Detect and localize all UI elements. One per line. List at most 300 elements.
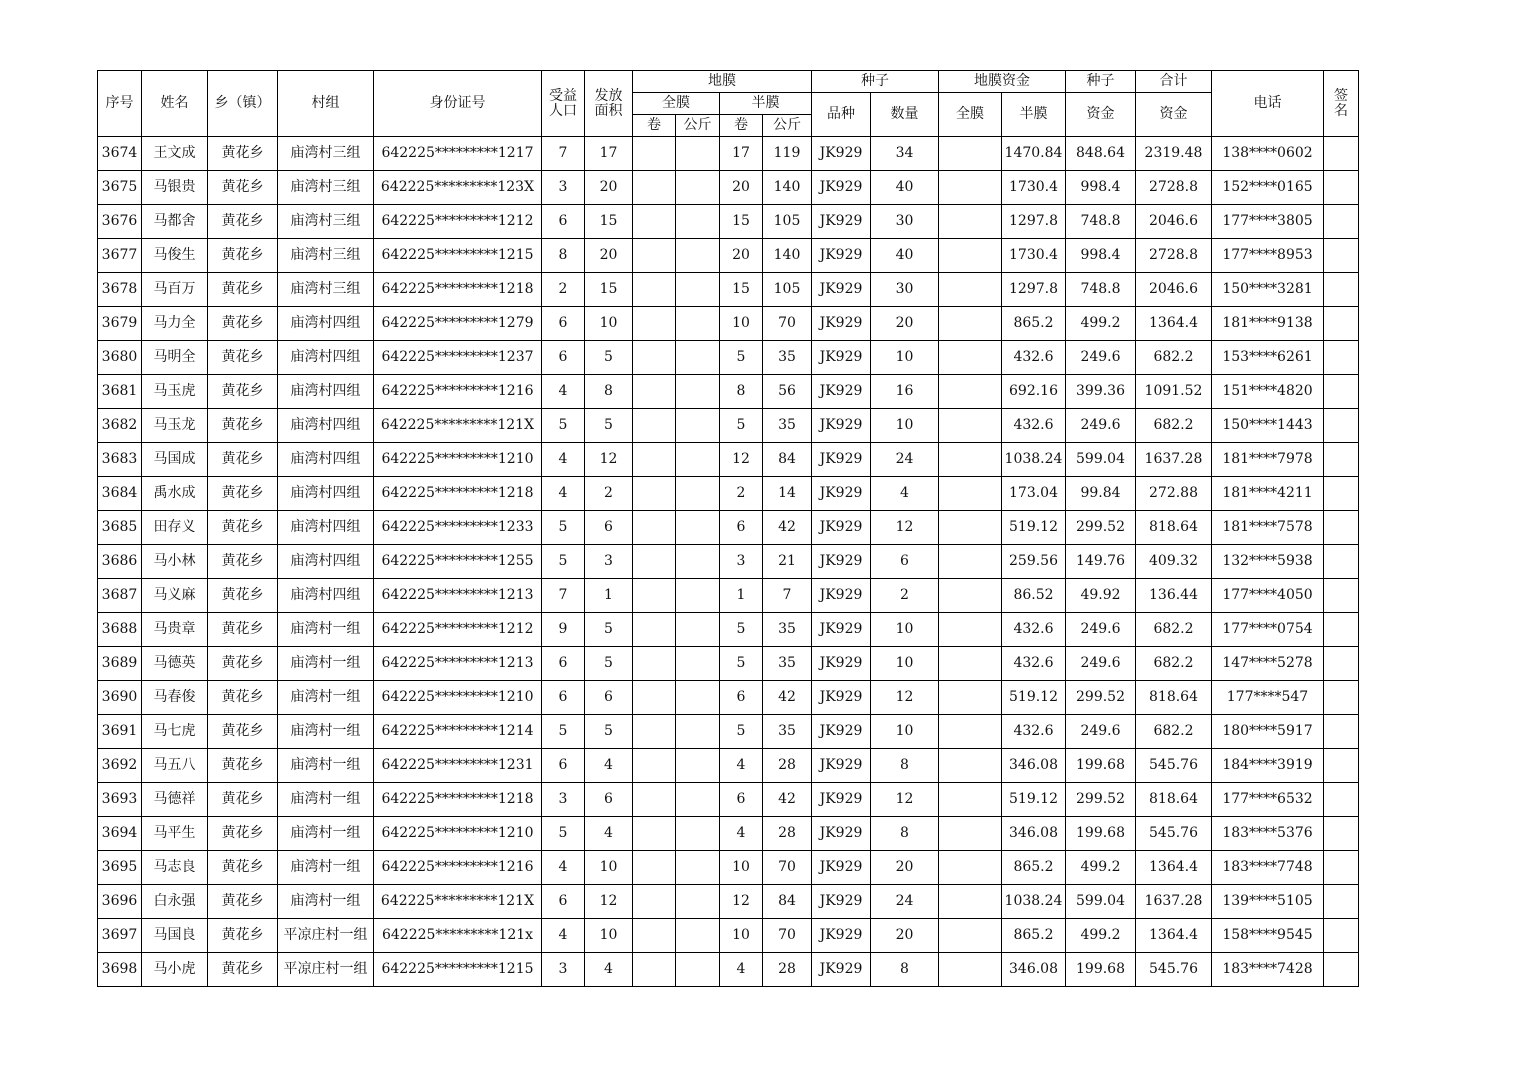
cell-half-kg: 56 <box>763 375 812 409</box>
cell-half-roll: 8 <box>720 375 763 409</box>
cell-phone: 152****0165 <box>1212 171 1324 205</box>
cell-people: 3 <box>542 783 585 817</box>
cell-town: 黄花乡 <box>208 171 278 205</box>
cell-half-kg: 105 <box>763 273 812 307</box>
cell-seq: 3698 <box>98 953 142 987</box>
cell-name: 马小虎 <box>142 953 208 987</box>
cell-name: 马国成 <box>142 443 208 477</box>
cell-people: 9 <box>542 613 585 647</box>
cell-full-fund <box>939 715 1002 749</box>
cell-id: 642225*********1216 <box>374 375 542 409</box>
cell-group: 庙湾村三组 <box>278 171 374 205</box>
cell-half-roll: 4 <box>720 749 763 783</box>
cell-group: 庙湾村三组 <box>278 239 374 273</box>
cell-id: 642225*********1213 <box>374 579 542 613</box>
cell-id: 642225*********1215 <box>374 953 542 987</box>
cell-variety: JK929 <box>812 205 871 239</box>
cell-people: 5 <box>542 409 585 443</box>
cell-phone: 181****7978 <box>1212 443 1324 477</box>
cell-name: 马百万 <box>142 273 208 307</box>
cell-sign <box>1324 171 1359 205</box>
cell-name: 马七虎 <box>142 715 208 749</box>
cell-id: 642225*********1210 <box>374 817 542 851</box>
cell-town: 黄花乡 <box>208 545 278 579</box>
cell-qty: 8 <box>871 953 939 987</box>
cell-qty: 10 <box>871 647 939 681</box>
cell-full-kg <box>676 239 720 273</box>
cell-qty: 10 <box>871 715 939 749</box>
cell-seq: 3690 <box>98 681 142 715</box>
cell-name: 马玉龙 <box>142 409 208 443</box>
cell-total: 2319.48 <box>1136 137 1212 171</box>
cell-people: 4 <box>542 919 585 953</box>
cell-town: 黄花乡 <box>208 579 278 613</box>
cell-area: 5 <box>585 341 633 375</box>
cell-people: 5 <box>542 817 585 851</box>
cell-half-kg: 70 <box>763 851 812 885</box>
cell-town: 黄花乡 <box>208 273 278 307</box>
header-full-film: 全膜 <box>633 93 720 115</box>
header-beneficiaries <box>542 71 585 137</box>
cell-qty: 2 <box>871 579 939 613</box>
cell-half-kg: 7 <box>763 579 812 613</box>
cell-full-roll <box>633 443 676 477</box>
cell-town: 黄花乡 <box>208 477 278 511</box>
cell-variety: JK929 <box>812 273 871 307</box>
cell-full-roll <box>633 375 676 409</box>
cell-total: 2046.6 <box>1136 273 1212 307</box>
cell-variety: JK929 <box>812 375 871 409</box>
cell-id: 642225*********121X <box>374 409 542 443</box>
cell-full-kg <box>676 545 720 579</box>
cell-full-roll <box>633 307 676 341</box>
cell-seq: 3682 <box>98 409 142 443</box>
cell-full-kg <box>676 885 720 919</box>
cell-total: 818.64 <box>1136 783 1212 817</box>
cell-half-kg: 35 <box>763 647 812 681</box>
cell-town: 黄花乡 <box>208 851 278 885</box>
cell-total: 1364.4 <box>1136 851 1212 885</box>
cell-seq: 3686 <box>98 545 142 579</box>
cell-town: 黄花乡 <box>208 817 278 851</box>
table-row <box>98 409 1359 443</box>
cell-id: 642225*********1231 <box>374 749 542 783</box>
cell-name: 田存义 <box>142 511 208 545</box>
cell-name: 马国良 <box>142 919 208 953</box>
cell-full-kg <box>676 409 720 443</box>
header-sign-line2: 名 <box>1334 102 1348 119</box>
cell-seed-fund: 499.2 <box>1066 919 1136 953</box>
cell-id: 642225*********1210 <box>374 681 542 715</box>
cell-half-kg: 42 <box>763 681 812 715</box>
cell-people: 5 <box>542 545 585 579</box>
cell-name: 马德英 <box>142 647 208 681</box>
cell-seq: 3676 <box>98 205 142 239</box>
cell-full-kg <box>676 273 720 307</box>
table-row <box>98 307 1359 341</box>
cell-people: 8 <box>542 239 585 273</box>
cell-variety: JK929 <box>812 817 871 851</box>
cell-variety: JK929 <box>812 783 871 817</box>
cell-full-roll <box>633 545 676 579</box>
cell-half-kg: 28 <box>763 749 812 783</box>
cell-half-fund: 432.6 <box>1002 341 1066 375</box>
table-row <box>98 817 1359 851</box>
cell-seed-fund: 249.6 <box>1066 409 1136 443</box>
cell-half-fund: 519.12 <box>1002 783 1066 817</box>
cell-people: 2 <box>542 273 585 307</box>
header-phone: 电话 <box>1212 71 1324 137</box>
cell-name: 王文成 <box>142 137 208 171</box>
cell-area: 1 <box>585 579 633 613</box>
cell-seq: 3684 <box>98 477 142 511</box>
cell-phone: 132****5938 <box>1212 545 1324 579</box>
header-area-line1: 发放 <box>594 87 623 104</box>
cell-half-roll: 6 <box>720 681 763 715</box>
cell-name: 马俊生 <box>142 239 208 273</box>
cell-full-roll <box>633 885 676 919</box>
cell-people: 6 <box>542 205 585 239</box>
cell-total: 2728.8 <box>1136 171 1212 205</box>
cell-town: 黄花乡 <box>208 443 278 477</box>
cell-town: 黄花乡 <box>208 919 278 953</box>
cell-half-roll: 10 <box>720 919 763 953</box>
table-row <box>98 953 1359 987</box>
cell-full-roll <box>633 579 676 613</box>
cell-phone: 177****6532 <box>1212 783 1324 817</box>
cell-seq: 3692 <box>98 749 142 783</box>
cell-sign <box>1324 341 1359 375</box>
cell-half-kg: 28 <box>763 817 812 851</box>
cell-sign <box>1324 681 1359 715</box>
cell-full-fund <box>939 817 1002 851</box>
cell-full-kg <box>676 749 720 783</box>
cell-name: 马志良 <box>142 851 208 885</box>
cell-id: 642225*********1218 <box>374 273 542 307</box>
cell-phone: 180****5917 <box>1212 715 1324 749</box>
cell-total: 682.2 <box>1136 647 1212 681</box>
cell-half-fund: 86.52 <box>1002 579 1066 613</box>
table-row <box>98 511 1359 545</box>
cell-seq: 3697 <box>98 919 142 953</box>
cell-sign <box>1324 715 1359 749</box>
distribution-table <box>97 70 1359 987</box>
cell-people: 7 <box>542 137 585 171</box>
cell-seed-fund: 748.8 <box>1066 273 1136 307</box>
cell-phone: 177****8953 <box>1212 239 1324 273</box>
cell-half-kg: 70 <box>763 919 812 953</box>
cell-area: 8 <box>585 375 633 409</box>
cell-phone: 181****7578 <box>1212 511 1324 545</box>
cell-area: 6 <box>585 511 633 545</box>
cell-variety: JK929 <box>812 239 871 273</box>
cell-half-roll: 10 <box>720 307 763 341</box>
cell-variety: JK929 <box>812 919 871 953</box>
header-quantity: 数量 <box>871 93 939 137</box>
cell-seed-fund: 599.04 <box>1066 885 1136 919</box>
cell-sign <box>1324 919 1359 953</box>
cell-area: 20 <box>585 239 633 273</box>
cell-half-roll: 6 <box>720 783 763 817</box>
cell-total: 545.76 <box>1136 953 1212 987</box>
table-row <box>98 919 1359 953</box>
cell-variety: JK929 <box>812 885 871 919</box>
cell-town: 黄花乡 <box>208 613 278 647</box>
cell-area: 6 <box>585 783 633 817</box>
cell-full-kg <box>676 341 720 375</box>
cell-group: 庙湾村四组 <box>278 477 374 511</box>
cell-full-kg <box>676 919 720 953</box>
header-area <box>585 71 633 137</box>
cell-seq: 3678 <box>98 273 142 307</box>
cell-full-kg <box>676 205 720 239</box>
cell-total: 682.2 <box>1136 341 1212 375</box>
cell-full-kg <box>676 851 720 885</box>
cell-half-fund: 432.6 <box>1002 715 1066 749</box>
cell-total: 1364.4 <box>1136 919 1212 953</box>
table-row <box>98 579 1359 613</box>
cell-half-kg: 42 <box>763 511 812 545</box>
cell-full-roll <box>633 851 676 885</box>
cell-people: 7 <box>542 579 585 613</box>
cell-sign <box>1324 783 1359 817</box>
cell-full-roll <box>633 783 676 817</box>
cell-group: 庙湾村四组 <box>278 307 374 341</box>
table-row <box>98 205 1359 239</box>
cell-full-fund <box>939 919 1002 953</box>
cell-id: 642225*********1212 <box>374 205 542 239</box>
cell-total: 2728.8 <box>1136 239 1212 273</box>
cell-town: 黄花乡 <box>208 375 278 409</box>
cell-full-roll <box>633 647 676 681</box>
cell-area: 5 <box>585 647 633 681</box>
cell-full-fund <box>939 613 1002 647</box>
table-body <box>98 137 1359 987</box>
cell-full-roll <box>633 749 676 783</box>
cell-total: 818.64 <box>1136 511 1212 545</box>
cell-phone: 183****7748 <box>1212 851 1324 885</box>
cell-seed-fund: 199.68 <box>1066 817 1136 851</box>
cell-full-fund <box>939 239 1002 273</box>
cell-half-fund: 519.12 <box>1002 511 1066 545</box>
cell-group: 庙湾村四组 <box>278 375 374 409</box>
table-row <box>98 647 1359 681</box>
cell-sign <box>1324 545 1359 579</box>
cell-phone: 139****5105 <box>1212 885 1324 919</box>
cell-area: 5 <box>585 613 633 647</box>
cell-full-roll <box>633 205 676 239</box>
header-seed: 种子 <box>812 71 939 93</box>
cell-seed-fund: 249.6 <box>1066 613 1136 647</box>
cell-full-fund <box>939 579 1002 613</box>
cell-variety: JK929 <box>812 443 871 477</box>
table-row <box>98 477 1359 511</box>
cell-name: 马玉虎 <box>142 375 208 409</box>
cell-phone: 158****9545 <box>1212 919 1324 953</box>
cell-sign <box>1324 477 1359 511</box>
cell-area: 4 <box>585 749 633 783</box>
cell-variety: JK929 <box>812 749 871 783</box>
cell-town: 黄花乡 <box>208 885 278 919</box>
cell-full-roll <box>633 817 676 851</box>
cell-qty: 4 <box>871 477 939 511</box>
cell-people: 3 <box>542 171 585 205</box>
cell-qty: 8 <box>871 749 939 783</box>
cell-sign <box>1324 817 1359 851</box>
cell-full-roll <box>633 953 676 987</box>
cell-full-kg <box>676 579 720 613</box>
cell-seed-fund: 748.8 <box>1066 205 1136 239</box>
cell-group: 庙湾村一组 <box>278 647 374 681</box>
cell-sign <box>1324 137 1359 171</box>
cell-group: 庙湾村四组 <box>278 511 374 545</box>
header-beneficiaries-line2: 人口 <box>549 102 577 119</box>
cell-half-kg: 140 <box>763 239 812 273</box>
cell-group: 平凉庄村一组 <box>278 953 374 987</box>
cell-town: 黄花乡 <box>208 307 278 341</box>
cell-variety: JK929 <box>812 613 871 647</box>
cell-sign <box>1324 273 1359 307</box>
cell-id: 642225*********1216 <box>374 851 542 885</box>
cell-sign <box>1324 443 1359 477</box>
cell-group: 庙湾村一组 <box>278 715 374 749</box>
cell-total: 682.2 <box>1136 613 1212 647</box>
cell-half-kg: 35 <box>763 341 812 375</box>
table-row <box>98 885 1359 919</box>
cell-id: 642225*********121x <box>374 919 542 953</box>
cell-seq: 3687 <box>98 579 142 613</box>
table-row <box>98 715 1359 749</box>
cell-half-roll: 20 <box>720 171 763 205</box>
cell-phone: 181****9138 <box>1212 307 1324 341</box>
cell-full-fund <box>939 885 1002 919</box>
cell-id: 642225*********1217 <box>374 137 542 171</box>
cell-id: 642225*********1218 <box>374 477 542 511</box>
cell-full-roll <box>633 511 676 545</box>
cell-name: 禹水成 <box>142 477 208 511</box>
cell-full-roll <box>633 137 676 171</box>
cell-half-roll: 12 <box>720 443 763 477</box>
header-area-line2: 面积 <box>594 102 623 119</box>
cell-variety: JK929 <box>812 545 871 579</box>
cell-half-fund: 432.6 <box>1002 647 1066 681</box>
header-film: 地膜 <box>633 71 812 93</box>
cell-area: 20 <box>585 171 633 205</box>
cell-group: 庙湾村一组 <box>278 613 374 647</box>
cell-half-kg: 35 <box>763 409 812 443</box>
cell-half-fund: 692.16 <box>1002 375 1066 409</box>
cell-group: 庙湾村四组 <box>278 409 374 443</box>
header-variety: 品种 <box>812 93 871 137</box>
cell-area: 3 <box>585 545 633 579</box>
cell-full-fund <box>939 681 1002 715</box>
cell-total: 409.32 <box>1136 545 1212 579</box>
cell-seq: 3689 <box>98 647 142 681</box>
cell-full-roll <box>633 715 676 749</box>
header-half-film-funds: 半膜 <box>1002 93 1066 137</box>
cell-full-kg <box>676 171 720 205</box>
cell-half-fund: 346.08 <box>1002 953 1066 987</box>
header-sign-line1: 签 <box>1334 87 1348 104</box>
cell-id: 642225*********1279 <box>374 307 542 341</box>
cell-half-fund: 1038.24 <box>1002 885 1066 919</box>
cell-variety: JK929 <box>812 307 871 341</box>
cell-people: 5 <box>542 511 585 545</box>
cell-seed-fund: 499.2 <box>1066 851 1136 885</box>
cell-name: 马平生 <box>142 817 208 851</box>
cell-seed-fund: 149.76 <box>1066 545 1136 579</box>
cell-people: 6 <box>542 681 585 715</box>
cell-seq: 3691 <box>98 715 142 749</box>
cell-half-roll: 4 <box>720 817 763 851</box>
cell-full-kg <box>676 647 720 681</box>
cell-phone: 183****5376 <box>1212 817 1324 851</box>
cell-area: 15 <box>585 205 633 239</box>
cell-half-fund: 1730.4 <box>1002 171 1066 205</box>
cell-half-fund: 1730.4 <box>1002 239 1066 273</box>
cell-full-kg <box>676 613 720 647</box>
cell-id: 642225*********1214 <box>374 715 542 749</box>
cell-group: 庙湾村一组 <box>278 851 374 885</box>
cell-group: 庙湾村一组 <box>278 749 374 783</box>
cell-variety: JK929 <box>812 715 871 749</box>
cell-town: 黄花乡 <box>208 749 278 783</box>
table-row <box>98 443 1359 477</box>
cell-people: 6 <box>542 749 585 783</box>
cell-full-fund <box>939 953 1002 987</box>
header-sign <box>1324 71 1359 137</box>
cell-people: 5 <box>542 715 585 749</box>
cell-people: 3 <box>542 953 585 987</box>
cell-full-kg <box>676 783 720 817</box>
cell-group: 庙湾村四组 <box>278 341 374 375</box>
cell-qty: 20 <box>871 307 939 341</box>
cell-town: 黄花乡 <box>208 953 278 987</box>
cell-area: 10 <box>585 307 633 341</box>
cell-full-fund <box>939 341 1002 375</box>
cell-phone: 153****6261 <box>1212 341 1324 375</box>
cell-full-kg <box>676 817 720 851</box>
cell-full-kg <box>676 443 720 477</box>
cell-total: 545.76 <box>1136 817 1212 851</box>
cell-seed-fund: 599.04 <box>1066 443 1136 477</box>
cell-people: 6 <box>542 885 585 919</box>
cell-half-roll: 10 <box>720 851 763 885</box>
cell-seed-fund: 299.52 <box>1066 783 1136 817</box>
cell-town: 黄花乡 <box>208 409 278 443</box>
cell-full-kg <box>676 375 720 409</box>
header-film-funds: 地膜资金 <box>939 71 1066 93</box>
header-township: 乡（镇） <box>208 71 278 137</box>
cell-seed-fund: 299.52 <box>1066 681 1136 715</box>
header-seq: 序号 <box>98 71 142 137</box>
cell-people: 4 <box>542 443 585 477</box>
cell-group: 庙湾村一组 <box>278 817 374 851</box>
cell-seed-fund: 299.52 <box>1066 511 1136 545</box>
cell-people: 6 <box>542 647 585 681</box>
cell-area: 10 <box>585 919 633 953</box>
cell-half-kg: 70 <box>763 307 812 341</box>
cell-group: 庙湾村四组 <box>278 579 374 613</box>
header-half-film: 半膜 <box>720 93 812 115</box>
cell-full-fund <box>939 851 1002 885</box>
cell-variety: JK929 <box>812 851 871 885</box>
cell-qty: 6 <box>871 545 939 579</box>
cell-name: 马都舍 <box>142 205 208 239</box>
cell-phone: 177****4050 <box>1212 579 1324 613</box>
cell-area: 5 <box>585 715 633 749</box>
cell-half-kg: 105 <box>763 205 812 239</box>
